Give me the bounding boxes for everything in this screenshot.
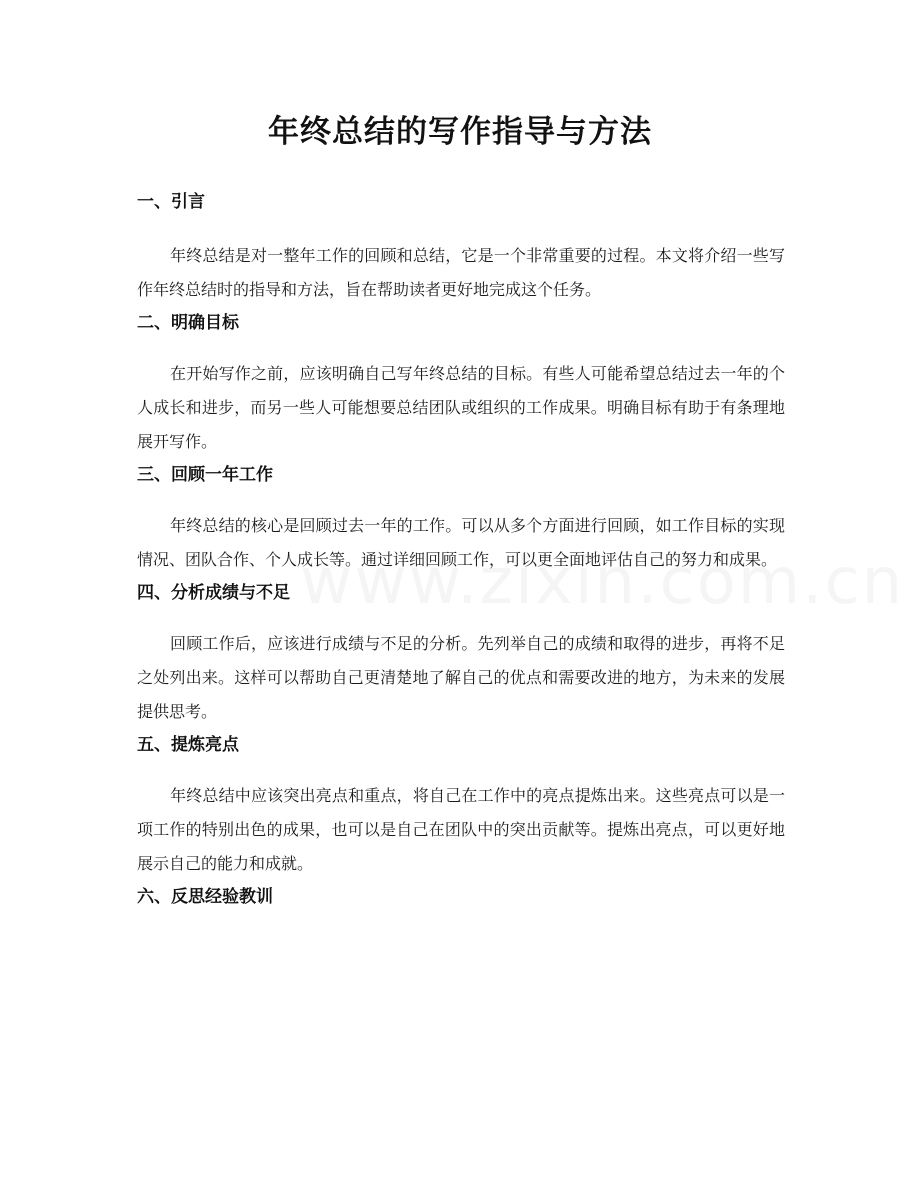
section-review-year [137, 459, 785, 577]
section-paragraph: 年终总结是对一整年工作的回顾和总结，它是一个非常重要的过程。本文将介绍一些写作年终总结时的指导和方法，旨在帮助读者更好地完成这个任务。 [137, 246, 785, 299]
section-heading: 二、明确目标 [137, 313, 239, 333]
section-heading: 三、回顾一年工作 [137, 465, 273, 485]
section-heading: 一、引言 [137, 192, 205, 212]
section-heading: 五、提炼亮点 [137, 735, 239, 755]
section-paragraph: 回顾工作后，应该进行成绩与不足的分析。先列举自己的成绩和取得的进步，再将不足之处列出来。这样可以帮助自己更清楚地了解自己的优点和需要改进的地方，为未来的发展提供思考。 [137, 634, 785, 721]
section-paragraph: 年终总结中应该突出亮点和重点，将自己在工作中的亮点提炼出来。这些亮点可以是一项工作的特别出色的成果，也可以是自己在团队中的突出贡献等。提炼出亮点，可以更好地展示自己的能力和成就。 [137, 786, 785, 873]
section-highlights [137, 729, 785, 881]
section-paragraph: 年终总结的核心是回顾过去一年的工作。可以从多个方面进行回顾，如工作目标的实现情况、团队合作、个人成长等。通过详细回顾工作，可以更全面地评估自己的努力和成果。 [137, 516, 785, 569]
section-heading: 六、反思经验教训 [137, 887, 273, 907]
document-title: 年终总结的写作指导与方法 [268, 114, 652, 150]
section-heading: 四、分析成绩与不足 [137, 583, 290, 603]
section-analyze-results [137, 577, 785, 729]
section-reflection [137, 881, 785, 913]
section-introduction [137, 186, 785, 307]
section-paragraph: 在开始写作之前，应该明确自己写年终总结的目标。有些人可能希望总结过去一年的个人成长和进步，而另一些人可能想要总结团队或组织的工作成果。明确目标有助于有条理地展开写作。 [137, 364, 785, 451]
section-clarify-goals [137, 307, 785, 459]
document-body [137, 186, 785, 913]
